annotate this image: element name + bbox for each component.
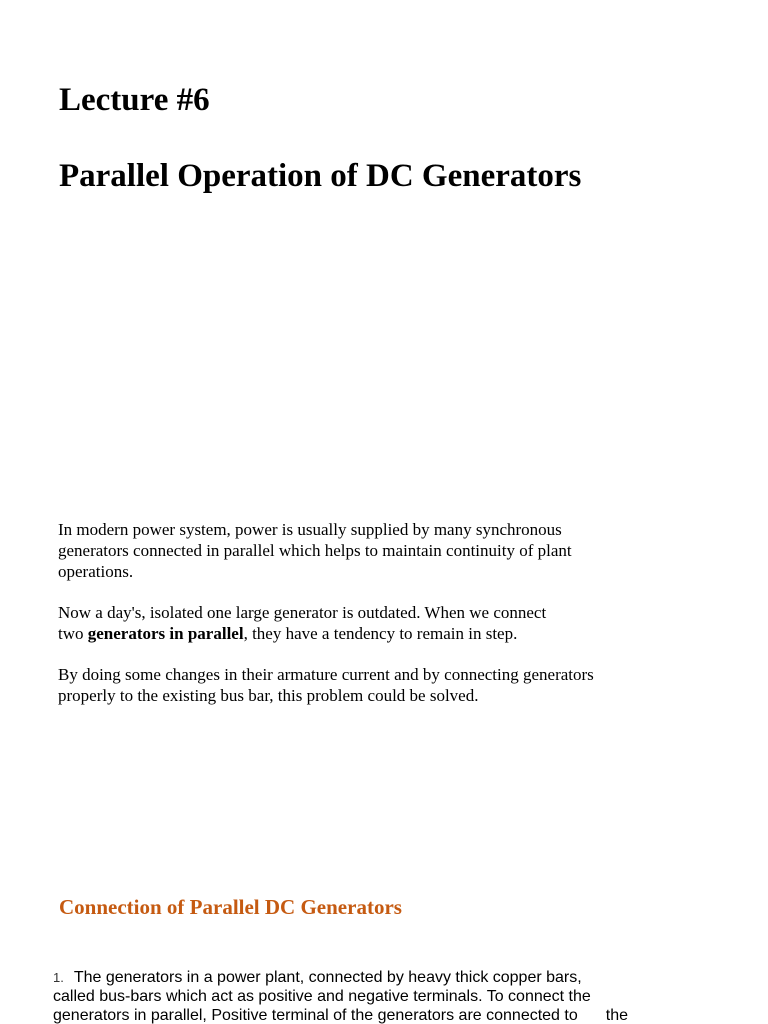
paragraph-line: Now a day's, isolated one large generator is outdated. When we connect (58, 603, 547, 622)
list-text-tail: the (605, 1007, 628, 1024)
list-item-line (53, 968, 753, 987)
paragraph-line: In modern power system, power is usually supplied by many synchronous (58, 520, 562, 539)
paragraph-line: properly to the existing bus bar, this problem could be solved. (58, 686, 479, 705)
intro-paragraph-2 (58, 602, 738, 644)
list-item-line (53, 1006, 753, 1024)
paragraph-line: generators connected in parallel which helps to maintain continuity of plant (58, 541, 572, 560)
document-title: Parallel Operation of DC Generators (59, 158, 582, 194)
paragraph-line (58, 623, 738, 644)
intro-paragraph-1 (58, 519, 738, 582)
list-text: generators in parallel, Positive terminal of the generators are connected to (53, 1007, 578, 1024)
paragraph-line: operations. (58, 562, 134, 581)
section-heading: Connection of Parallel DC Generators (59, 895, 402, 919)
intro-paragraph-3 (58, 664, 738, 706)
paragraph-line: By doing some changes in their armature current and by connecting generators (58, 665, 594, 684)
numbered-list (53, 968, 753, 1024)
list-item-line: called bus-bars which act as positive and negative terminals. To connect the (53, 988, 591, 1005)
text-run: , they have a tendency to remain in step. (243, 624, 518, 643)
intro-section (58, 519, 738, 726)
text-run: two (58, 624, 88, 643)
list-number: 1. (53, 970, 64, 985)
list-text: The generators in a power plant, connected by heavy thick copper bars, (73, 969, 582, 986)
bold-term: generators in parallel (87, 624, 244, 643)
lecture-number: Lecture #6 (59, 82, 210, 118)
